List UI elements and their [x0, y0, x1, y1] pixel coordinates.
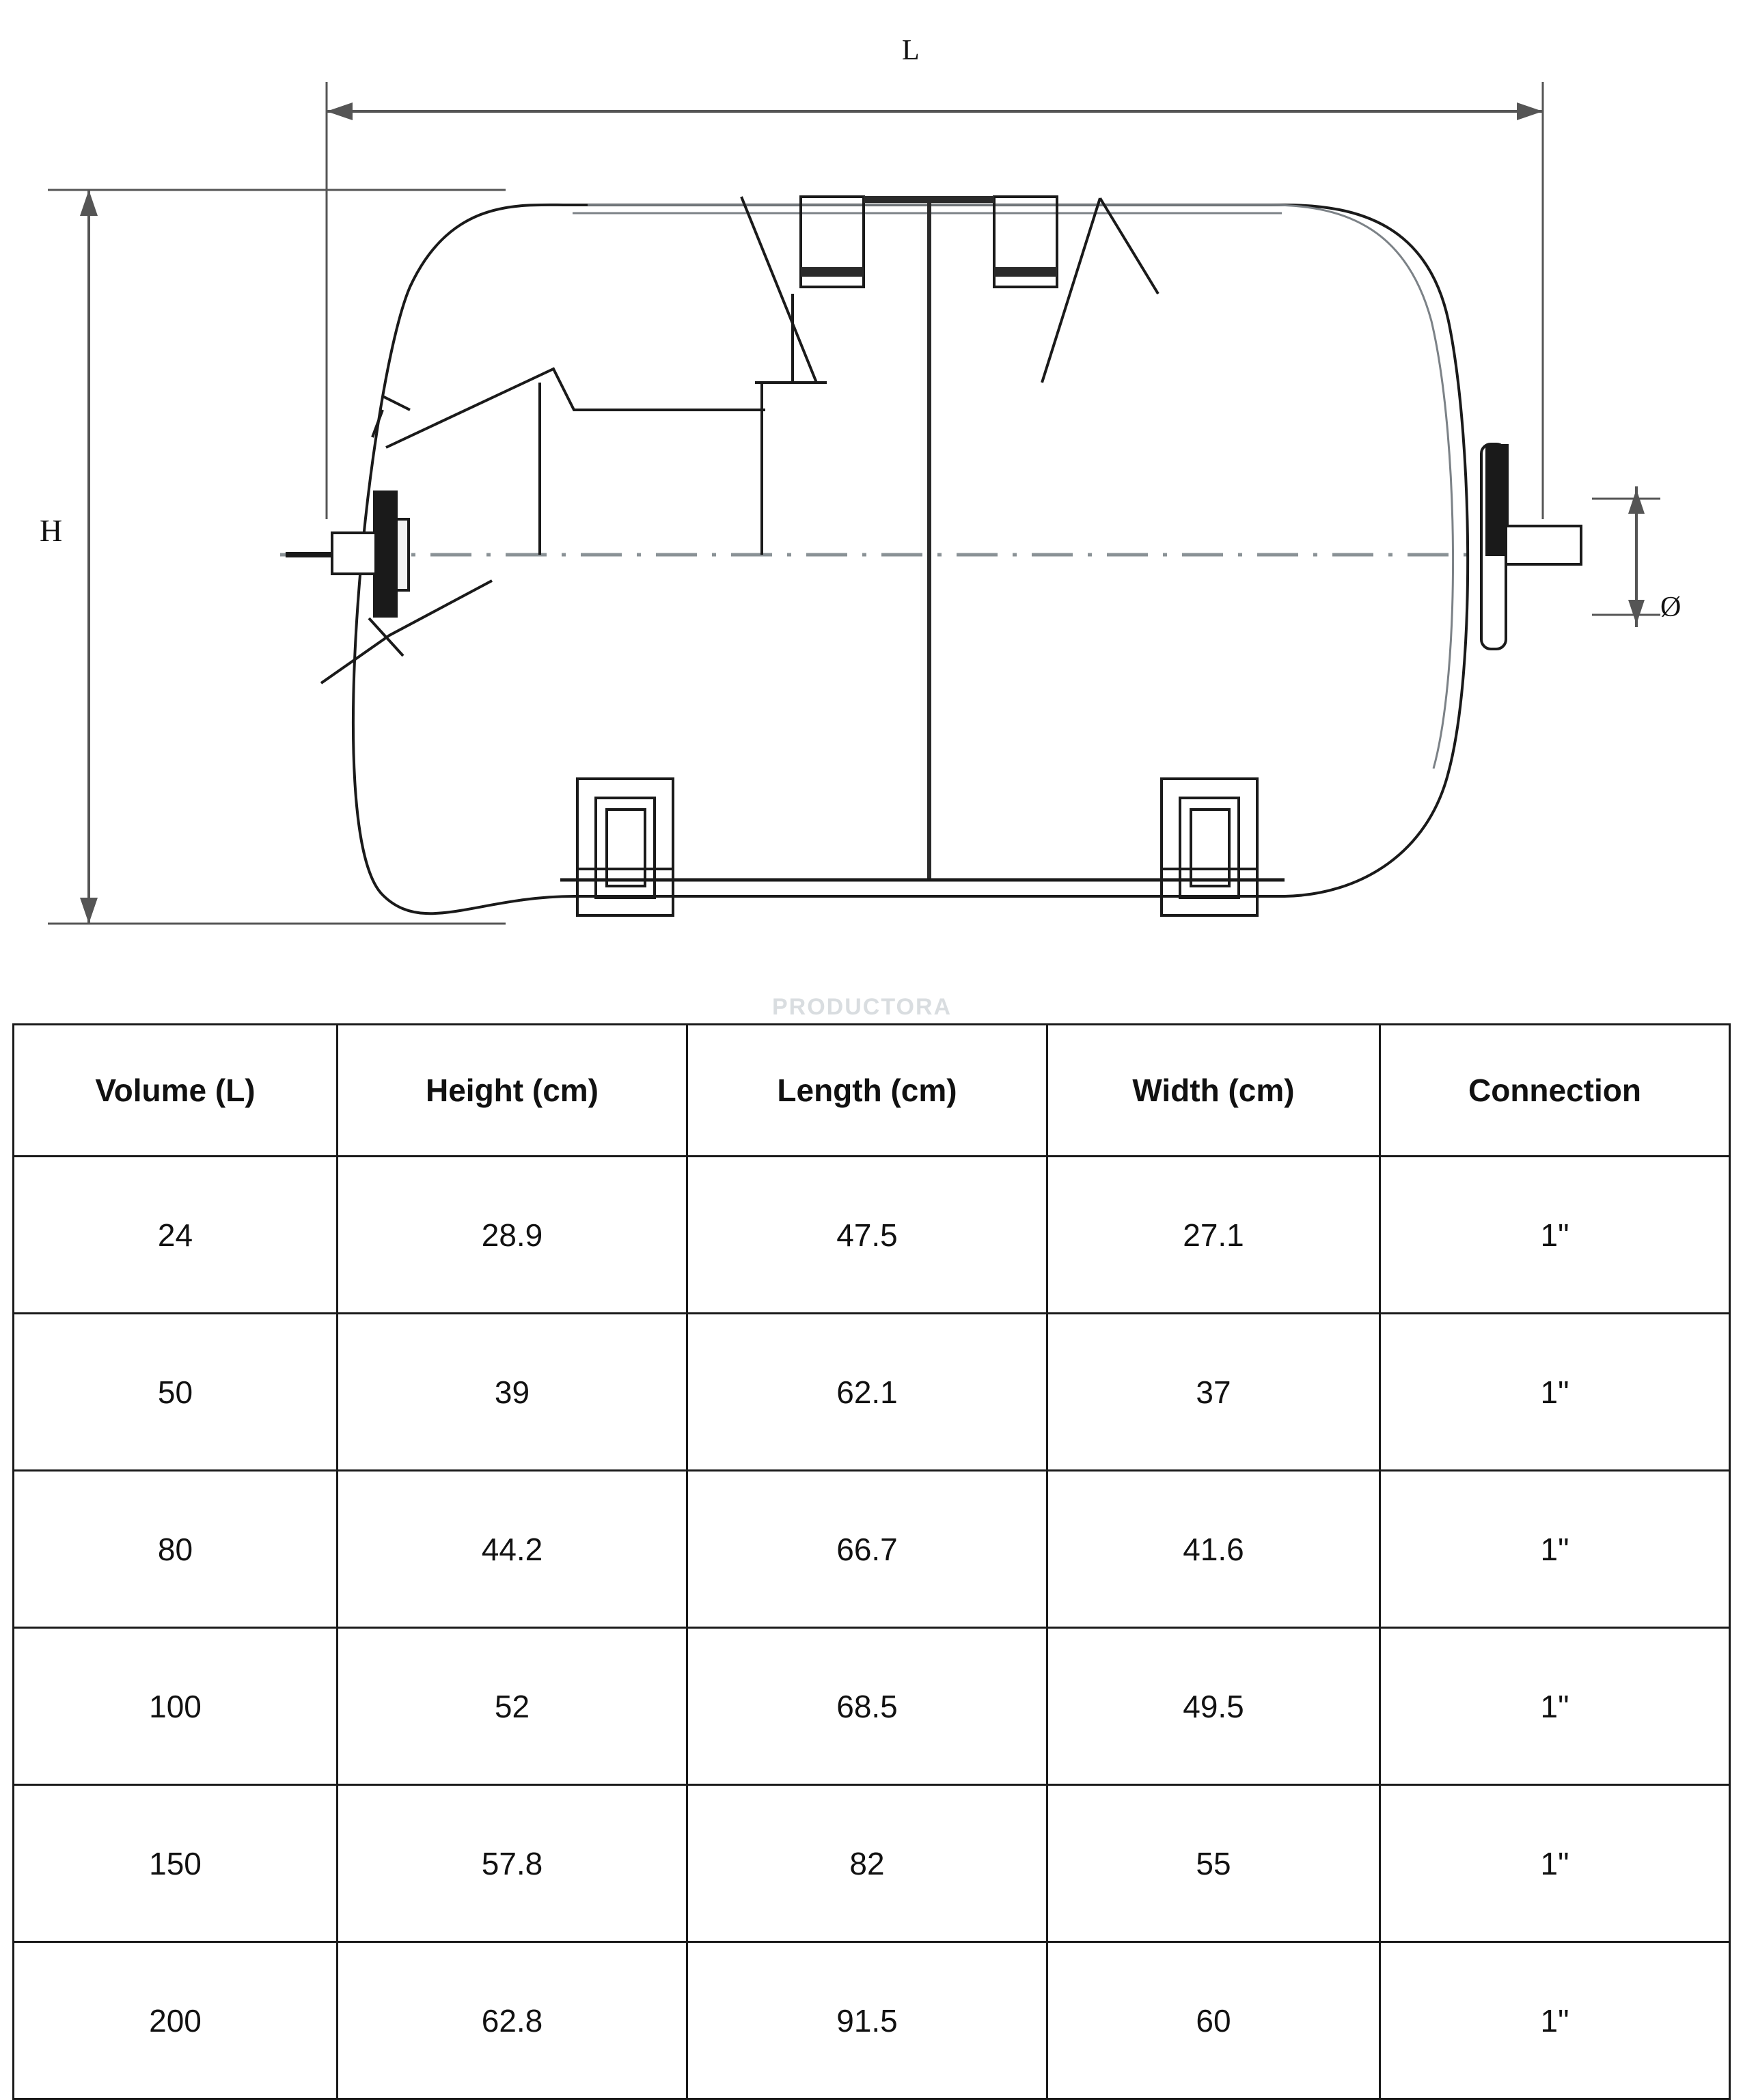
column-header-volume: Volume (L) [14, 1025, 338, 1157]
column-header-height: Height (cm) [338, 1025, 687, 1157]
table-row [14, 1942, 1730, 2099]
column-header-connection: Connection [1380, 1025, 1730, 1157]
cell-width: 60 [1047, 1942, 1380, 2099]
dimension-label-diameter: Ø [1660, 592, 1682, 623]
cell-width: 37 [1047, 1314, 1380, 1471]
cell-height: 39 [338, 1314, 687, 1471]
cell-height: 28.9 [338, 1157, 687, 1314]
right-connection-flange [1481, 444, 1581, 649]
cell-connection: 1" [1380, 1314, 1730, 1471]
cell-width: 27.1 [1047, 1157, 1380, 1314]
cell-height: 62.8 [338, 1942, 687, 2099]
dimension-lines [48, 82, 1660, 924]
cell-connection: 1" [1380, 1785, 1730, 1942]
cell-volume: 50 [14, 1314, 338, 1471]
cell-height: 44.2 [338, 1471, 687, 1628]
tank-shell-inner [573, 205, 1453, 769]
table-header-row [14, 1025, 1730, 1157]
cell-length: 62.1 [687, 1314, 1047, 1471]
tank-body-outline [353, 205, 1468, 913]
cell-volume: 150 [14, 1785, 338, 1942]
bottom-feet [577, 779, 1257, 915]
column-header-width: Width (cm) [1047, 1025, 1380, 1157]
cell-volume: 24 [14, 1157, 338, 1314]
left-connection-flange [286, 492, 409, 616]
table-row [14, 1471, 1730, 1628]
cell-width: 49.5 [1047, 1628, 1380, 1785]
dimension-label-height: H [40, 513, 63, 548]
column-header-length: Length (cm) [687, 1025, 1047, 1157]
cell-width: 41.6 [1047, 1471, 1380, 1628]
specification-table [12, 1023, 1731, 2100]
table-row [14, 1785, 1730, 1942]
technical-drawing [0, 0, 1743, 1018]
cell-volume: 100 [14, 1628, 338, 1785]
dimension-label-length: L [902, 35, 920, 66]
cell-connection: 1" [1380, 1628, 1730, 1785]
watermark-text: PRODUCTORA [772, 994, 952, 1020]
cell-connection: 1" [1380, 1157, 1730, 1314]
cell-height: 57.8 [338, 1785, 687, 1942]
cell-volume: 80 [14, 1471, 338, 1628]
cell-length: 47.5 [687, 1157, 1047, 1314]
cell-length: 68.5 [687, 1628, 1047, 1785]
cell-volume: 200 [14, 1942, 338, 2099]
cell-length: 82 [687, 1785, 1047, 1942]
table-row [14, 1157, 1730, 1314]
cell-length: 66.7 [687, 1471, 1047, 1628]
cell-width: 55 [1047, 1785, 1380, 1942]
table-row [14, 1628, 1730, 1785]
table-row [14, 1314, 1730, 1471]
specification-table-container [12, 1023, 1729, 2100]
cell-connection: 1" [1380, 1942, 1730, 2099]
cell-connection: 1" [1380, 1471, 1730, 1628]
tank-drawing-svg [0, 0, 1743, 1018]
cell-height: 52 [338, 1628, 687, 1785]
cell-length: 91.5 [687, 1942, 1047, 2099]
